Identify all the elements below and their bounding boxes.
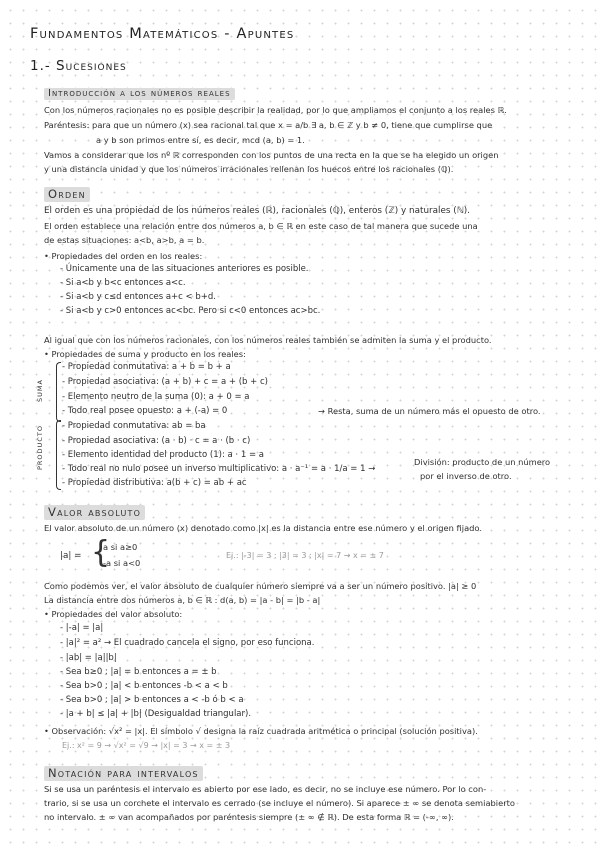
orden-prop-1: - Únicamente una de las situaciones anteriores es posible. (60, 264, 309, 274)
intro-line-2: Paréntesis: para que un número (x) sea racional tal que x = a/b ∃ a, b ∈ ℤ y b ≠ 0, tiene que cumplirse que (44, 120, 493, 130)
orden-prop-4: - Si a<b y c>0 entonces ac<bc. Pero si c<0 entonces ac>bc. (60, 306, 321, 316)
va-prop-5: - Sea b>0 ; |a| < b entonces -b < a < b (60, 681, 228, 691)
producto-side-label: PRODUCTO (36, 425, 44, 470)
suma-prop-4: - Todo real posee opuesto: a + (-a) = 0 (62, 406, 228, 416)
orden-prop-2: - Si a<b y b<c entonces a<c. (60, 278, 186, 288)
suma-brace (56, 362, 61, 422)
suma-prop-3: - Elemento neutro de la suma (0): a + 0 = a (62, 392, 250, 402)
orden-props-heading: • Propiedades del orden en los reales: (44, 251, 203, 261)
division-note-line-2: por el inverso de otro. (420, 471, 512, 481)
producto-prop-2: - Propiedad asociativa: (a · b) · c = a · (b · c) (62, 436, 251, 446)
intervalos-line-1: Si se usa un paréntesis el intervalo es abierto por ese lado, es decir, no se incluye ese número. Por lo con- (44, 784, 487, 794)
va-line-2: Como podemos ver, el valor absoluto de cualquier número siempre va a ser un número positivo. |a| ≥ 0 (44, 581, 477, 591)
intervalos-heading: Notación para intervalos (44, 766, 203, 780)
suma-prop-1: - Propiedad conmutativa: a + b = b + a (62, 362, 231, 372)
intro-line-1: Con los números racionales no es posible describir la realidad, por lo que ampliamos el conjunto a los reales ℝ. (44, 105, 507, 115)
va-example: Ej.: |-3| = 3 ; |3| = 3 ; |x| = 7 → x = ± 7 (226, 551, 384, 560)
va-observation: • Observación: √x² = |x|. El símbolo √ designa la raíz cuadrada aritmética o principal (solución positiva). (44, 726, 478, 736)
orden-line-2: El orden establece una relación entre dos números a, b ∈ ℝ en este caso de tal manera que sucede una (44, 221, 478, 231)
orden-heading: Orden (44, 187, 90, 201)
va-prop-6: - Sea b>0 ; |a| > b entonces a < -b ó b < a (60, 695, 244, 705)
intervalos-line-3: no intervalo. ± ∞ van acompañados por paréntesis siempre (± ∞ ∉ ℝ). De esta forma ℝ = (-∞, ∞). (44, 812, 454, 822)
intro-line-5: y una distancia unidad y que los números irracionales rellenan los huecos entre los racionales (ℚ). (44, 164, 454, 174)
sumprod-intro: Al igual que con los números racionales, con los números reales también se admiten la suma y el producto. (44, 335, 492, 345)
va-prop-7: - |a + b| ≤ |a| + |b| (Desigualdad triangular). (60, 709, 252, 719)
va-def-case-1: a si a≥0 (103, 542, 138, 552)
chapter-heading: 1.- Sucesiones (30, 58, 127, 74)
intro-heading: Introducción a los números reales (44, 88, 235, 99)
va-prop-1: - |-a| = |a| (60, 623, 104, 633)
va-observation-example: Ej.: x² = 9 → √x² = √9 → |x| = 3 → x = ± 3 (62, 741, 231, 750)
va-def-lhs: |a| = (60, 551, 82, 561)
va-prop-3: - |ab| = |a||b| (60, 653, 117, 663)
suma-side-label: SUMA (36, 379, 44, 402)
producto-brace (56, 420, 61, 490)
producto-prop-4: - Todo real no nulo posee un inverso multiplicativo: a · a⁻¹ = a · 1/a = 1 → (62, 464, 376, 474)
producto-prop-3: - Elemento identidad del producto (1): a · 1 = a (62, 450, 264, 460)
producto-prop-5: - Propiedad distributiva: a(b + c) = ab + ac (62, 478, 247, 488)
division-note-line-1: División: producto de un número (414, 457, 551, 467)
orden-prop-3: - Si a<b y c≤d entonces a+c < b+d. (60, 292, 216, 302)
orden-line-1: El orden es una propiedad de los números reales (ℝ), racionales (ℚ), enteros (ℤ) y naturales (ℕ). (44, 206, 470, 216)
va-def-brace: { (91, 535, 111, 570)
producto-prop-1: - Propiedad conmutativa: ab = ba (62, 421, 206, 431)
intro-line-4: Vamos a considerar que los nº ℝ corresponden con los puntos de una recta en la que se ha elegido un origen (44, 150, 499, 160)
suma-note: → Resta, suma de un número más el opuesto de otro. (318, 406, 541, 416)
va-prop-4: - Sea b≥0 ; |a| = b entonces a = ± b (60, 667, 217, 677)
va-line-3: La distancia entre dos números a, b ∈ ℝ : d(a, b) = |a - b| = |b - a| (44, 595, 321, 605)
va-prop-2: - |a|² = a² → El cuadrado cancela el signo, por eso funciona. (60, 638, 315, 648)
intro-line-3: a y b son primos entre sí, es decir, mcd (a, b) = 1. (96, 135, 305, 145)
sumprod-heading: • Propiedades de suma y producto en los reales: (44, 349, 246, 359)
intervalos-line-2: trario, si se usa un corchete el intervalo es cerrado (se incluye el número). Si aparece ± ∞ se denota semiabierto (44, 798, 515, 808)
orden-line-3: de estas situaciones: a<b, a>b, a = b. (44, 235, 205, 245)
valor-absoluto-heading: Valor absoluto (44, 505, 145, 519)
va-line-1: El valor absoluto de un número (x) denotado como |x| es la distancia entre ese número y el origen fijado. (44, 523, 482, 533)
suma-prop-2: - Propiedad asociativa: (a + b) + c = a + (b + c) (62, 377, 268, 387)
va-def-case-2: -a si a<0 (103, 558, 141, 568)
va-props-heading: • Propiedades del valor absoluto: (44, 609, 183, 619)
page-title: Fundamentos Matemáticos - Apuntes (30, 26, 295, 42)
